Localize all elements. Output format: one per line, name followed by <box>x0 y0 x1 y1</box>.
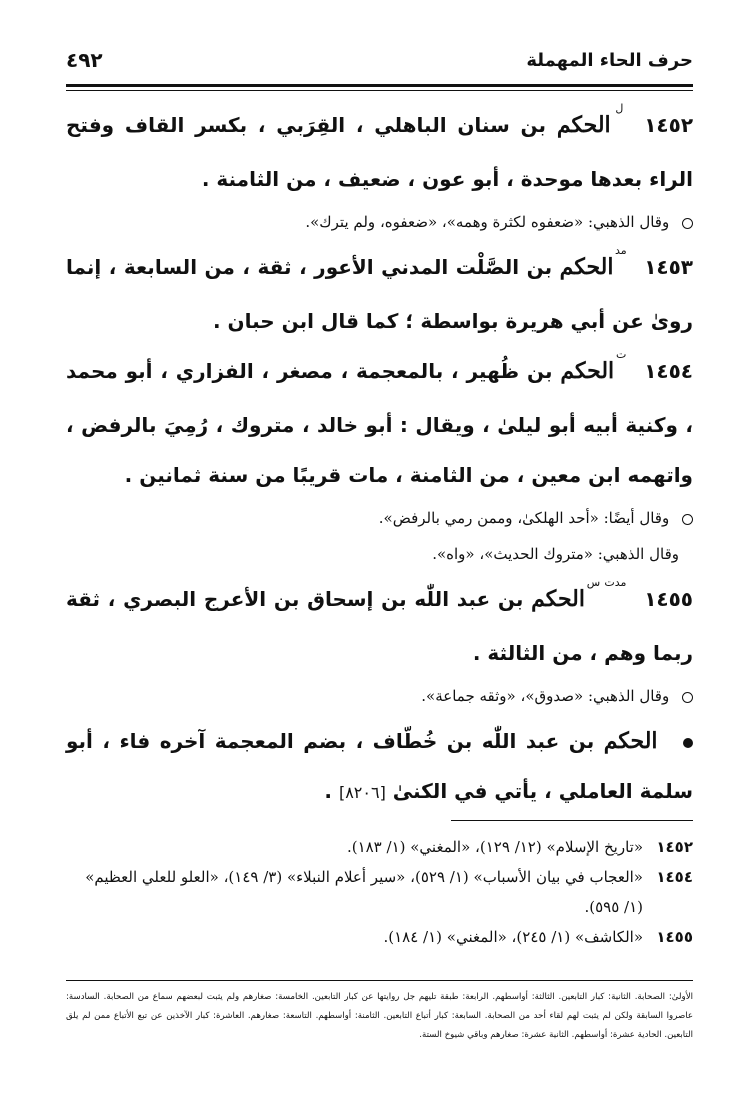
footnote-number: ١٤٥٤ <box>656 868 693 886</box>
circle-bullet-icon <box>682 218 693 229</box>
legend-rule <box>66 980 693 981</box>
entry-number: ١٤٥٥ <box>644 587 694 611</box>
footnote-text: «الكاشف» (١/ ٢٤٥)، «المغني» (١/ ١٨٤). <box>383 928 643 946</box>
source-symbol: مدت س <box>586 576 627 589</box>
source-symbol: ت <box>615 348 627 361</box>
entry-text: بن عبد اللّٰه بن إسحاق بن الأعرج البصري ، ثقة ربما وهم ، من الثالثة . <box>66 587 693 665</box>
cross-reference-entry <box>66 716 693 818</box>
entry-1452 <box>66 100 693 204</box>
footnote <box>66 862 693 922</box>
circle-bullet-icon <box>682 692 693 703</box>
entry-1455 <box>66 574 693 678</box>
page-header <box>66 44 693 80</box>
footnote <box>66 922 693 952</box>
note-1455 <box>66 680 693 712</box>
entry-text: بن ظُهير ، بالمعجمة ، مصغر ، الفزاري ، أبو محمد ، وكنية أبيه أبو ليلىٰ ، ويقال : أبو خالد ، متروك ، رُمِيَ بالرفض ، واتهمه ابن معين ، من الثامنة ، مات قريبًا من سنة ثمانين . <box>66 359 693 487</box>
entry-text: بن الصَّلْت المدني الأعور ، ثقة ، من السابعة ، إنما روىٰ عن أبي هريرة بواسطة ؛ كما قال ابن حبان . <box>66 255 693 333</box>
footnote-text: «تاريخ الإسلام» (١٢/ ١٢٩)، «المغني» (١/ ١٨٣). <box>346 838 643 856</box>
entry-1454 <box>66 346 693 500</box>
entry-number: ١٤٥٣ <box>644 255 694 279</box>
entry-name: الحكم <box>560 358 615 384</box>
note-text: وقال أيضًا: «أحد الهلكىٰ، وممن رمي بالرفض». <box>378 509 670 527</box>
entry-name: الحكم <box>531 586 585 612</box>
entry-text: بن عبد اللّٰه بن خُطّاف ، بضم المعجمة آخره فاء ، أبو سلمة العاملي ، يأتي في الكنىٰ <box>66 729 693 803</box>
entry-number: ١٤٥٢ <box>644 113 694 137</box>
source-symbol: ل <box>615 102 624 115</box>
main-text <box>66 100 693 818</box>
footnote-text: «العجاب في بيان الأسباب» (١/ ٥٢٩)، «سير أعلام النبلاء» (٣/ ١٤٩)، «العلو للعلي العظيم» (١/ ٥٩٥). <box>85 868 643 916</box>
footnote-number: ١٤٥٢ <box>656 838 693 856</box>
note-1454-b <box>66 538 693 570</box>
note-text: وقال الذهبي: «متروك الحديث»، «واه». <box>432 545 679 563</box>
footnote-number: ١٤٥٥ <box>656 928 693 946</box>
tabaqat-legend: الأولىٰ: الصحابة. الثانية: كبار التابعين. الثالثة: أواسطهم. الرابعة: طبقة تليهم جل روايتها عن كبار التابعين. الخامسة: صغارهم ولم يثبت لبعضهم سماع من الصحابة. السادسة: عاصروا السابقة ولكن لم يثبت لهم لقاء أحد من الصحابة. السابعة: كبار أتباع التابعين. الثامنة: أواسطهم. التاسعة: صغارهم. العاشرة: كبار الآخذين عن تبع الأتباع ممن لم يلق التابعين. الحادية عشرة: أواسطهم. الثانية عشرة: صغارهم وباقي شيوخ الستة. <box>66 992 693 1040</box>
running-title: حرف الحاء المهملة <box>526 50 693 71</box>
header-rule-thick <box>66 84 693 87</box>
footnotes <box>66 832 693 952</box>
note-1454-a <box>66 502 693 534</box>
page-number: ٤٩٢ <box>66 48 103 72</box>
footnote <box>66 832 693 862</box>
cross-reference-number: [٨٢٠٦] <box>338 783 386 802</box>
entry-name: الحكم <box>556 112 611 138</box>
header-rule-thin <box>66 90 693 91</box>
footnote-separator <box>451 820 693 821</box>
entry-1453 <box>66 242 693 346</box>
note-text: وقال الذهبي: «صدوق»، «وثقه جماعة». <box>421 687 670 705</box>
entry-name: الحكم <box>603 728 658 754</box>
circle-bullet-icon <box>682 514 693 525</box>
entry-text: بن سنان الباهلي ، القِرَبي ، بكسر القاف وفتح الراء بعدها موحدة ، أبو عون ، ضعيف ، من الثامنة . <box>66 113 693 191</box>
entry-name: الحكم <box>559 254 614 280</box>
entry-end: . <box>324 779 332 803</box>
source-symbol: مد <box>615 244 627 257</box>
note-text: وقال الذهبي: «ضعفوه لكثرة وهمه»، «ضعفوه، ولم يترك». <box>305 213 670 231</box>
bullet-icon <box>683 738 693 748</box>
note-1452 <box>66 206 693 238</box>
entry-number: ١٤٥٤ <box>644 359 694 383</box>
